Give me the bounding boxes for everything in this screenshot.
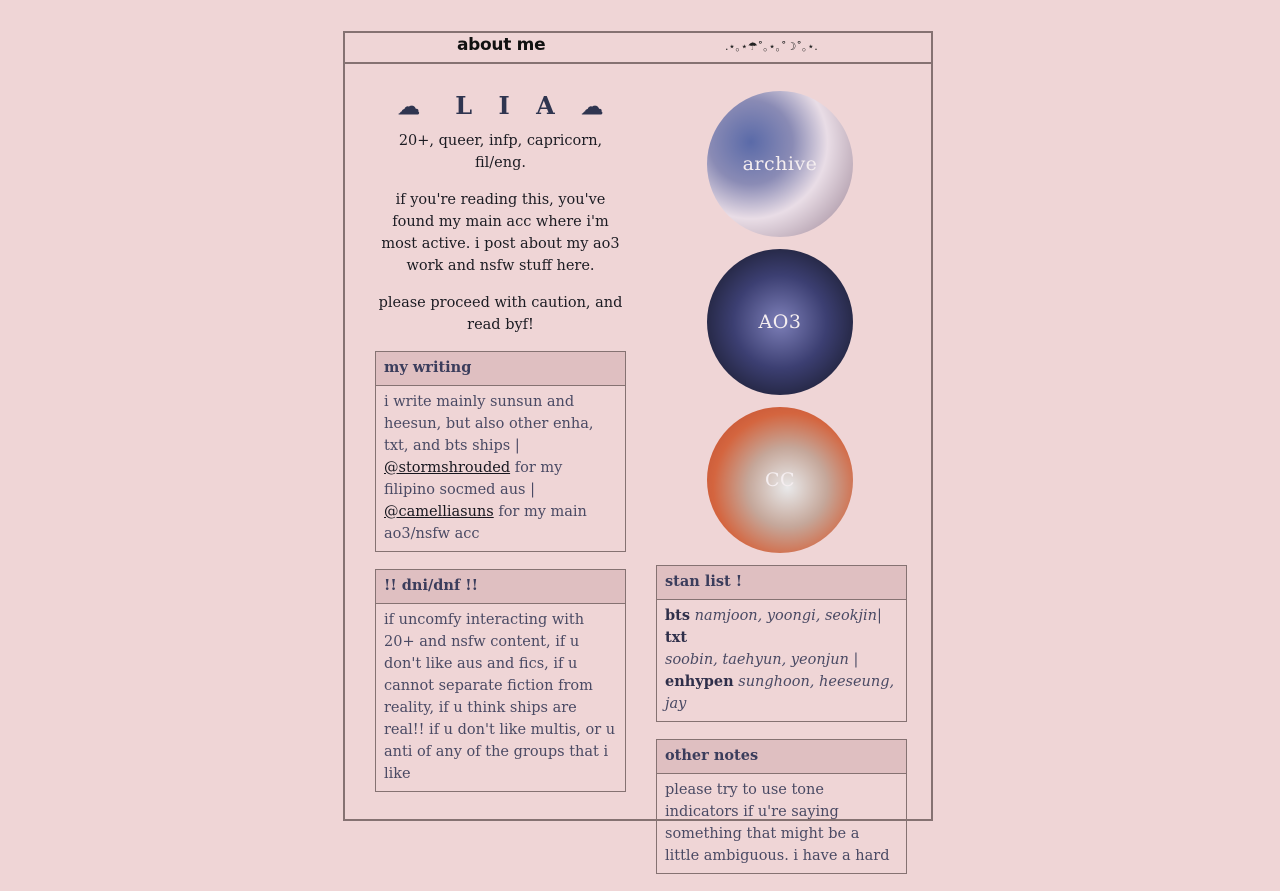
other-notes-title: other notes bbox=[657, 740, 906, 774]
my-writing-title: my writing bbox=[376, 352, 625, 386]
camelliasuns-link[interactable]: @camelliasuns bbox=[384, 504, 494, 520]
stormshrouded-link[interactable]: @stormshrouded bbox=[384, 460, 511, 476]
cloud-icon: ☁ bbox=[581, 94, 604, 120]
dni-box bbox=[375, 569, 626, 792]
stan-list-box bbox=[656, 565, 907, 722]
my-writing-box bbox=[375, 351, 626, 552]
other-notes-box bbox=[656, 739, 907, 874]
my-writing-text: for my filipino socmed aus | bbox=[384, 460, 563, 498]
group-members: soobin, taehyun, yeonjun bbox=[665, 652, 849, 668]
profile-name-text: L I A bbox=[455, 91, 564, 120]
group-members: sunghoon, heeseung, jay bbox=[665, 674, 895, 712]
bio-line: 20+, queer, infp, capricorn, fil/eng. bbox=[398, 133, 603, 171]
profile-name bbox=[375, 91, 626, 120]
ao3-circle-link[interactable] bbox=[707, 249, 853, 395]
separator: | bbox=[877, 608, 882, 624]
bio-line: please proceed with caution, and read byf! bbox=[378, 295, 623, 333]
right-column bbox=[656, 91, 907, 891]
group-members: namjoon, yoongi, seokjin bbox=[690, 608, 877, 624]
dni-title: !! dni/dnf !! bbox=[376, 570, 625, 604]
archive-circle-link[interactable] bbox=[707, 91, 853, 237]
archive-label: archive bbox=[742, 153, 818, 175]
cloud-icon: ☁ bbox=[397, 94, 420, 120]
panel-header bbox=[345, 33, 931, 64]
other-notes-body: please try to use tone indicators if u're saying something that might be a little ambiguous. i have a hard bbox=[665, 782, 890, 864]
header-title: about me bbox=[457, 35, 546, 55]
cc-circle-link[interactable] bbox=[707, 407, 853, 553]
my-writing-text: i write mainly sunsun and heesun, but also other enha, txt, and bts ships | bbox=[384, 394, 594, 454]
my-writing-body bbox=[376, 386, 625, 551]
group-name: bts bbox=[665, 607, 690, 624]
stan-list-title: stan list ! bbox=[657, 566, 906, 600]
dni-body: if uncomfy interacting with 20+ and nsfw content, if u don't like aus and fics, if u cannot separate fiction from reality, if u think ships are real!! if u don't like multis, or u anti of any of the groups that i like bbox=[384, 612, 616, 782]
bio-line: if you're reading this, you've found my main acc where i'm most active. i post about my ao3 work and nsfw stuff here. bbox=[381, 192, 620, 274]
separator: | bbox=[848, 652, 859, 668]
cc-label: CC bbox=[764, 469, 796, 491]
stan-list-body bbox=[657, 600, 906, 721]
my-writing-text: for my main ao3/nsfw acc bbox=[384, 504, 587, 542]
about-me-panel bbox=[343, 31, 933, 864]
group-name: txt bbox=[665, 629, 688, 646]
group-name: enhypen bbox=[665, 673, 734, 690]
ao3-label: AO3 bbox=[758, 311, 802, 333]
left-column bbox=[375, 91, 626, 809]
header-decoration: .⋆｡⋆☂˚｡⋆｡˚☽˚｡⋆. bbox=[725, 40, 818, 53]
